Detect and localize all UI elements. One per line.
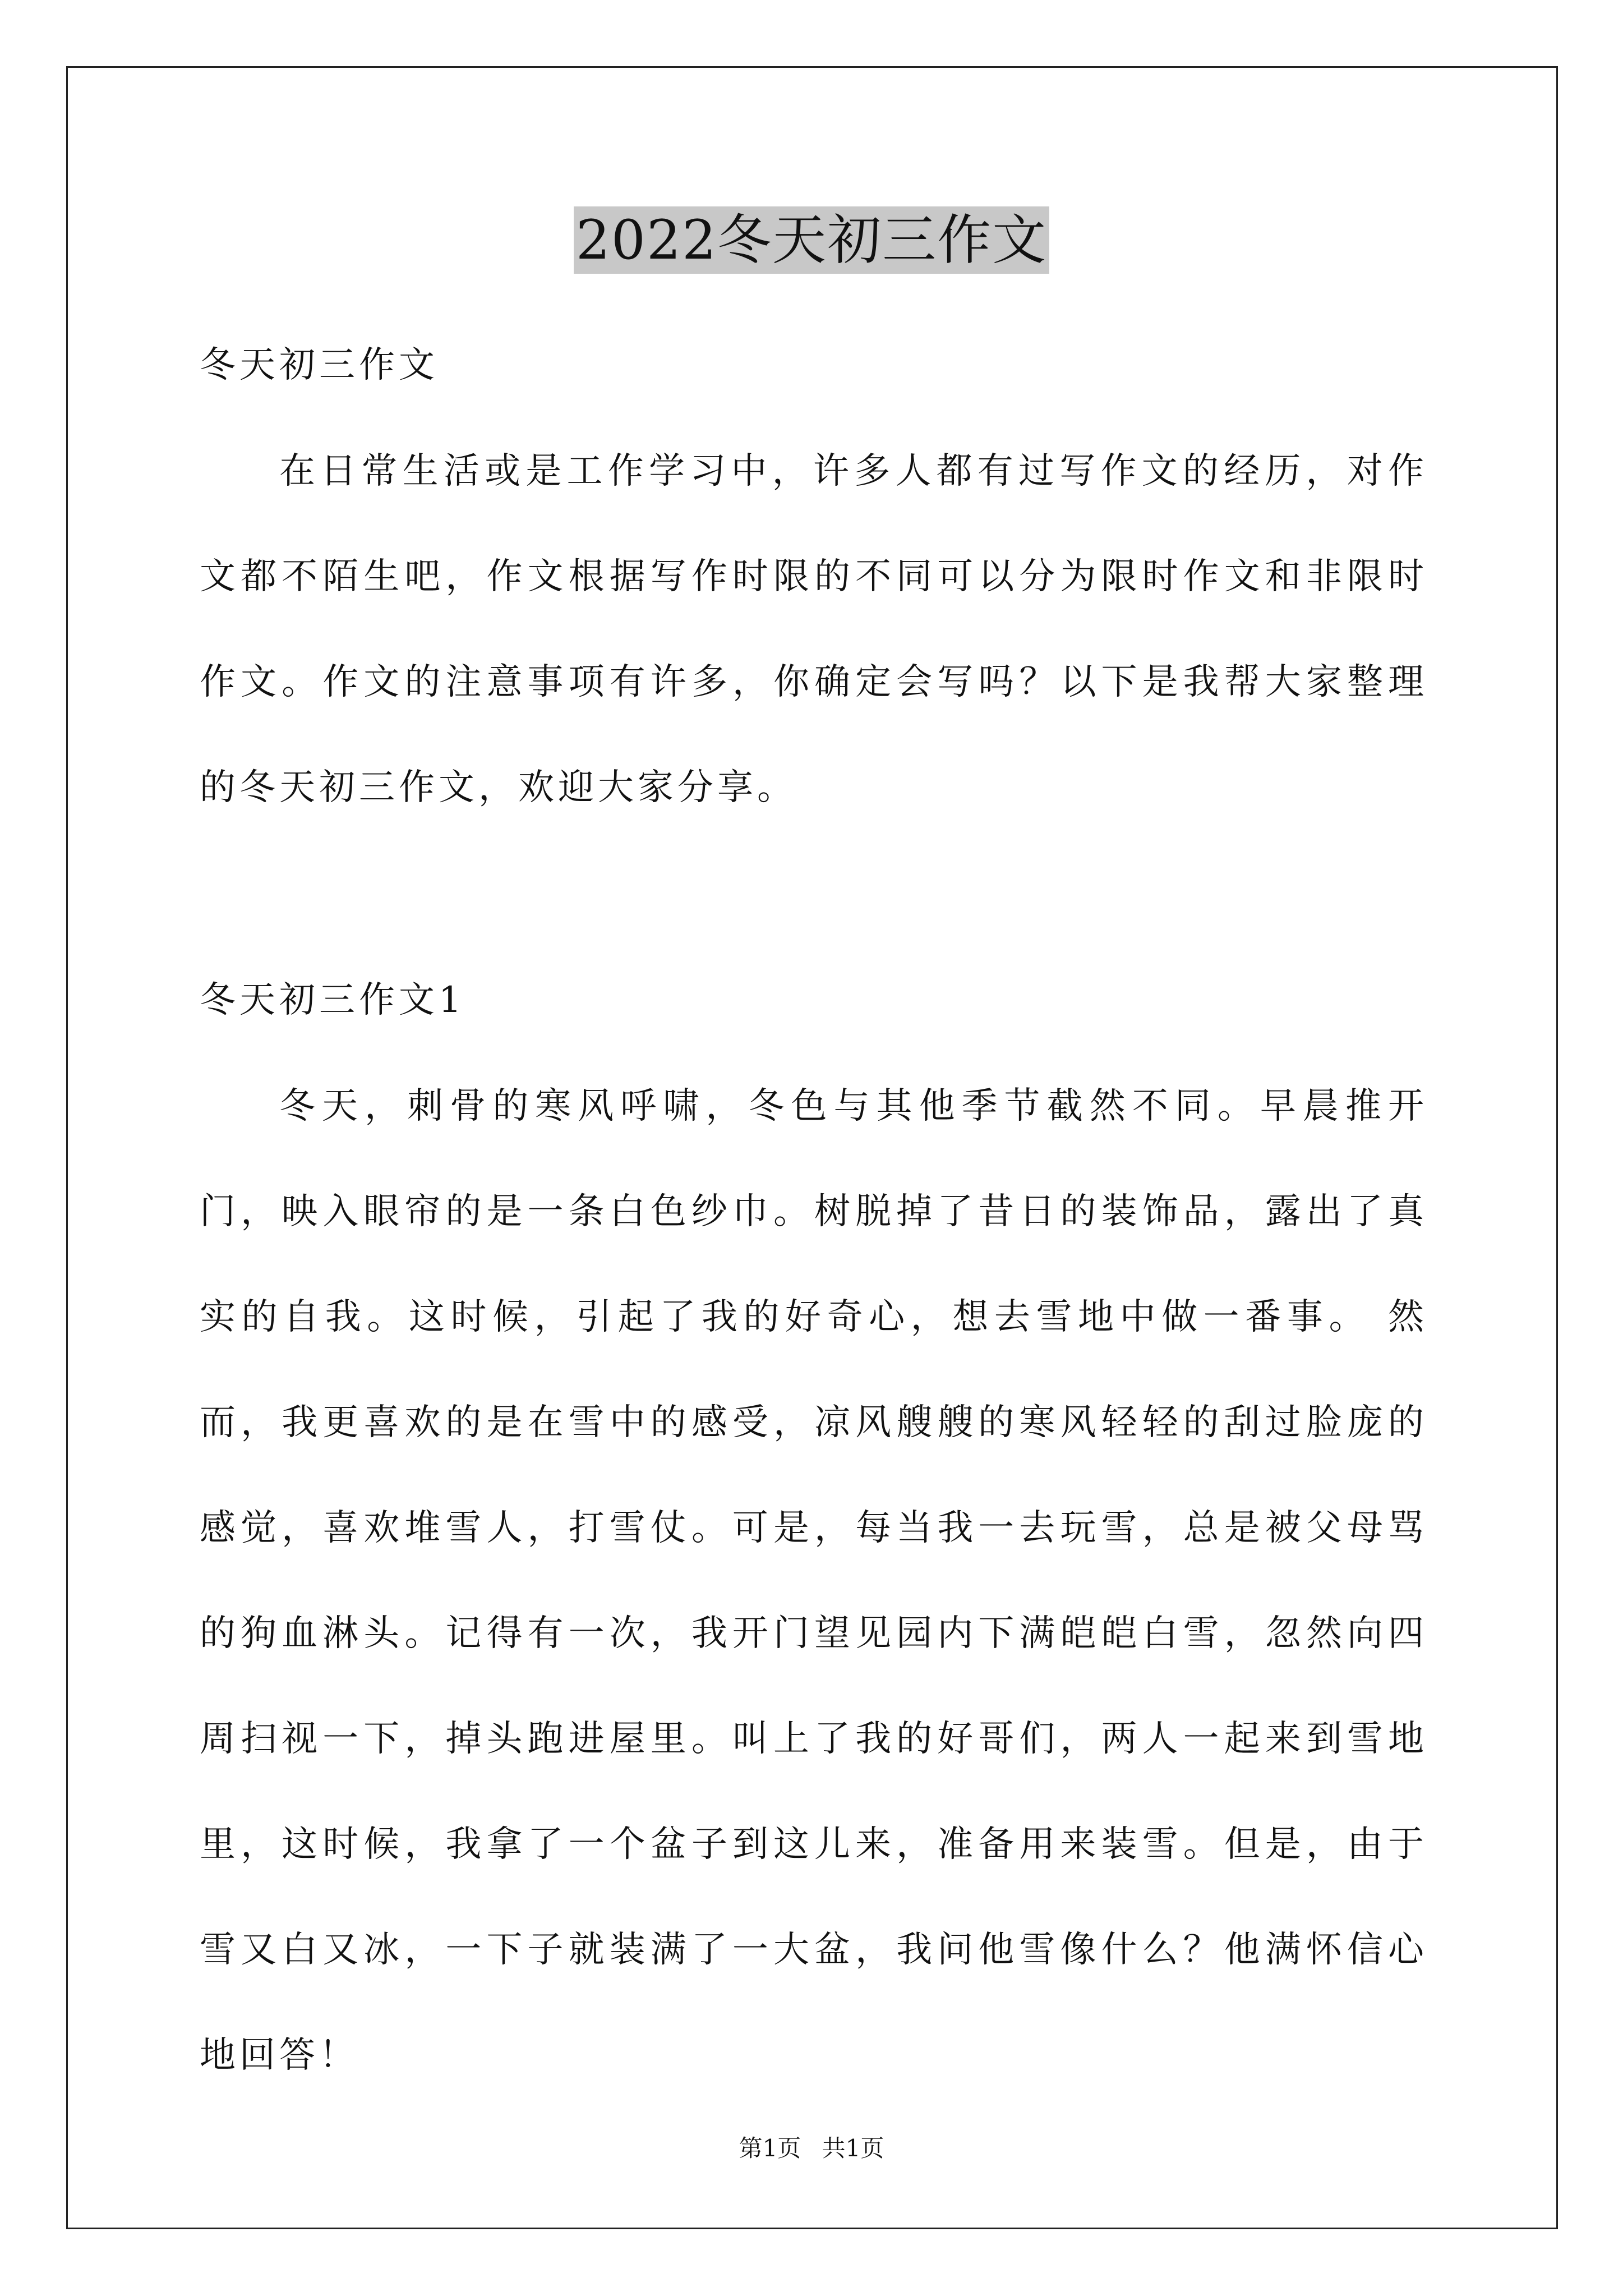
intro-heading: 冬天初三作文 xyxy=(200,344,439,386)
page-number-total: 共1页 xyxy=(822,2134,884,2162)
page-footer xyxy=(0,2132,1623,2165)
document-body xyxy=(200,312,1428,2108)
intro-paragraph: 在日常生活或是工作学习中，许多人都有过写作文的经历，对作文都不陌生吧，作文根据写作时限的不同可以分为限时作文和非限时作文。作文的注意事项有许多，你确定会写吗？以下是我帮大家整理的冬天初三作文，欢迎大家分享。 xyxy=(200,450,1428,808)
section-spacer xyxy=(200,840,1428,947)
document-title: 2022冬天初三作文 xyxy=(574,206,1049,274)
section-heading: 冬天初三作文1 xyxy=(200,979,465,1021)
page-number-current: 第1页 xyxy=(739,2134,801,2162)
section-paragraph: 冬天，刺骨的寒风呼啸，冬色与其他季节截然不同。早晨推开门，映入眼帘的是一条白色纱巾。树脱掉了昔日的装饰品，露出了真实的自我。这时候，引起了我的好奇心，想去雪地中做一番事。 然而，我更喜欢的是在雪中的感受，凉风艘艘的寒风轻轻的刮过脸庞的感觉，喜欢堆雪人，打雪仗。可是，每当我一去玩雪，总是被父母骂的狗血淋头。记得有一次，我开门望见园内下满皑皑白雪，忽然向四周扫视一下，掉头跑进屋里。叫上了我的好哥们，两人一起来到雪地里，这时候，我拿了一个盆子到这儿来，准备用来装雪。但是，由于雪又白又冰，一下子就装满了一大盆，我问他雪像什么？他满怀信心地回答！ xyxy=(200,1085,1428,2076)
document-title-container xyxy=(0,206,1623,274)
